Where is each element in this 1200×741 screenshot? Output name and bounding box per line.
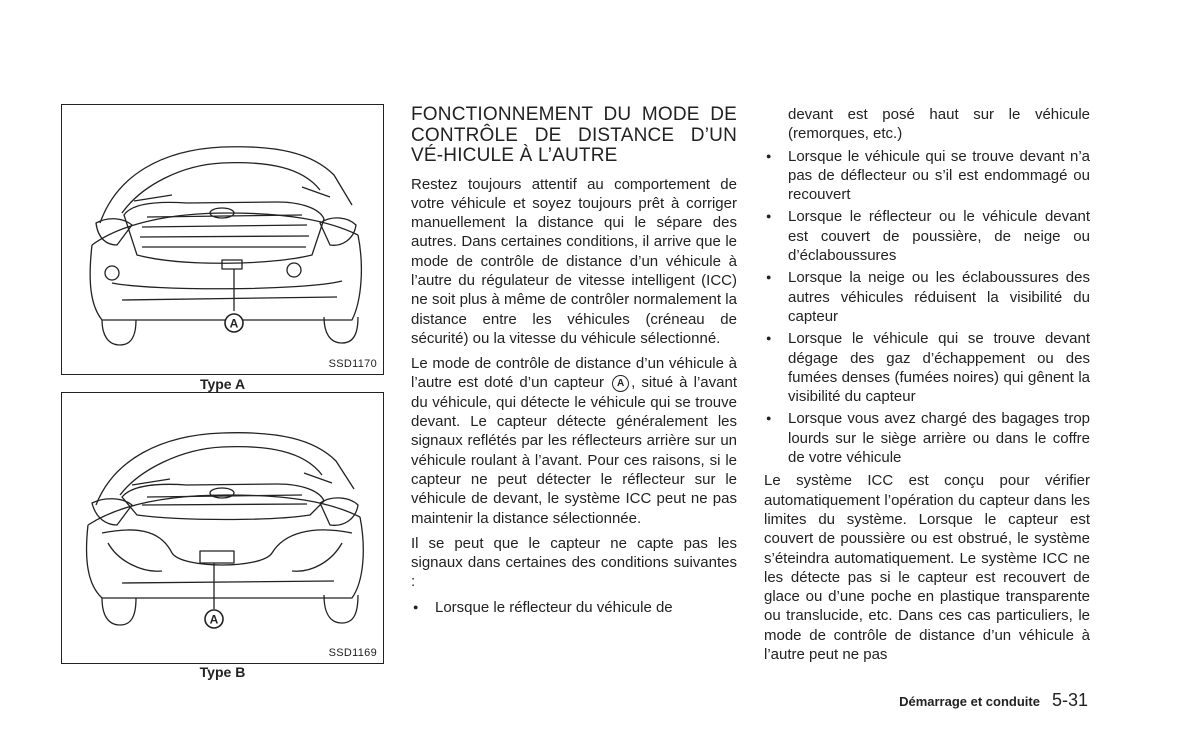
paragraph-text: Le mode de contrôle de distance d’un véhicule à l’autre est doté d’un capteur <box>411 355 737 392</box>
list-item: ● Lorsque le véhicule qui se trouve devant n’a pas de déflecteur ou s’il est endommagé ou recouvert <box>764 147 1090 205</box>
figure-type-b <box>61 392 384 664</box>
figure-code: SSD1169 <box>328 647 377 659</box>
section-heading: FONCTIONNEMENT DU MODE DE CONTRÔLE DE DISTANCE D’UN VÉ-HICULE À L’AUTRE <box>411 104 737 166</box>
list-item: ● Lorsque la neige ou les éclaboussures des autres véhicules réduisent la visibilité du capteur <box>764 268 1090 326</box>
figure-code: SSD1170 <box>328 358 377 370</box>
page-footer <box>899 690 1088 711</box>
list-item-continuation: devant est posé haut sur le véhicule (remorques, etc.) <box>788 106 1090 143</box>
paragraph: Il se peut que le capteur ne capte pas les signaux dans certaines des conditions suivantes : <box>411 534 737 591</box>
list-item: ● Lorsque vous avez chargé des bagages trop lourds sur le siège arrière ou dans le coffre de votre véhicule <box>764 409 1090 467</box>
text-column-middle <box>411 105 737 621</box>
list-item: ● Lorsque le réflecteur du véhicule de <box>411 598 737 617</box>
figure-type-a <box>61 104 384 375</box>
condition-list <box>764 147 1090 468</box>
list-item: ● Lorsque le véhicule qui se trouve devant dégage des gaz d’échappement ou des fumées denses (fumées noires) qui gênent la visibilité du capteur <box>764 329 1090 406</box>
figure-caption: Type A <box>199 376 246 392</box>
text-column-right <box>764 105 1090 670</box>
page-number: 5-31 <box>1051 690 1088 710</box>
section-name: Démarrage et conduite <box>899 694 1040 709</box>
paragraph: Le système ICC est conçu pour vérifier automatiquement l’opération du capteur dans les limites du système. Lorsque le capteur est couvert de poussière ou est obstrué, le système s’éteindra automatiquement. Le système ICC ne les détecte pas si le capteur est recouvert de glace ou d’une poche en plastique transparente ou translucide, etc. Dans ces cas particuliers, le mode de contrôle de distance d’un véhicule à l’autre peut ne pas <box>764 472 1090 664</box>
car-illustration-type-b <box>62 393 382 661</box>
figure-caption: Type B <box>199 664 246 680</box>
paragraph: Restez toujours attentif au comportement de votre véhicule et soyez toujours prêt à corriger manuellement la distance qui le sépare des autres. Dans certaines conditions, il arrive que le mode de contrôle de distance d’un véhicule à l’autre du régulateur de vitesse intelligent (ICC) ne soit plus à même de contrôler normalement la distance entre les véhicules (créneau de sécurité) ou la vitesse du véhicule sélectionné. <box>411 175 737 347</box>
list-item: ● Lorsque le réflecteur ou le véhicule devant est couvert de poussière, de neige ou d’éclaboussures <box>764 207 1090 265</box>
paragraph <box>411 354 737 528</box>
marker-a-label: A <box>209 612 219 627</box>
condition-list <box>411 598 737 617</box>
sensor-marker-a: A <box>612 375 629 392</box>
car-illustration-type-a <box>62 105 382 373</box>
paragraph-text: , situé à l’avant du véhicule, qui détecte le véhicule qui se trouve devant. Le capteur détecte généralement les signaux reflétés par les réflecteurs arrière sur un véhicule roulant à l’avant. Pour ces raisons, si le capteur ne peut détecter le réflecteur sur le véhicule de devant, le système ICC peut ne pas maintenir la distance sélectionnée. <box>411 374 737 527</box>
marker-a-label: A <box>229 316 239 331</box>
